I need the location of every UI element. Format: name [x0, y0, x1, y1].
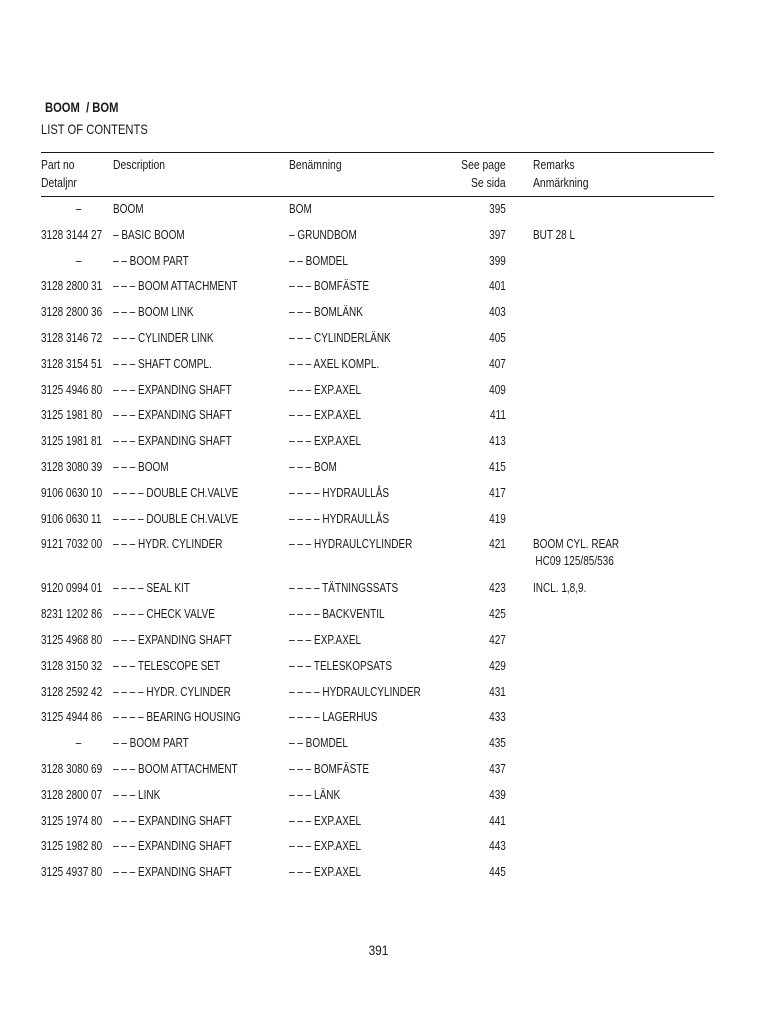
- part-number-cell: 3125 1981 80: [41, 408, 103, 423]
- table-row: [0, 377, 768, 403]
- description-cell: – – – EXPANDING SHAFT: [113, 382, 232, 397]
- benamning-cell: – – BOMDEL: [289, 253, 348, 268]
- part-number-cell: 3125 4968 80: [41, 632, 103, 647]
- see-page-cell: 403: [489, 305, 506, 320]
- column-header-see-page: [461, 156, 506, 192]
- description-cell: – – – BOOM: [113, 459, 169, 474]
- see-page-cell: 423: [489, 581, 506, 596]
- benamning-cell: – – – BOMFÄSTE: [289, 761, 370, 776]
- benamning-cell: – – BOMDEL: [289, 736, 348, 751]
- description-cell: – – BOOM PART: [113, 253, 189, 268]
- column-header-part-no-en: Part no: [41, 157, 75, 172]
- description-cell: – – – EXPANDING SHAFT: [113, 632, 232, 647]
- part-number-cell: 3128 2800 31: [41, 279, 103, 294]
- table-row: [0, 454, 768, 480]
- remarks-cell: [533, 580, 586, 597]
- description-cell: – – – LINK: [113, 787, 161, 802]
- see-page-cell: 437: [489, 761, 506, 776]
- benamning-cell: – – – LÄNK: [289, 787, 341, 802]
- benamning-cell: – – – – HYDRAULLÅS: [289, 485, 390, 500]
- column-header-benamning: [289, 156, 342, 174]
- part-number-cell: 3128 3080 69: [41, 761, 103, 776]
- column-header-part-no-sv: Detaljnr: [41, 175, 77, 190]
- benamning-cell: – – – AXEL KOMPL.: [289, 356, 380, 371]
- table-row: [0, 428, 768, 454]
- part-number-cell: 3128 2800 36: [41, 305, 103, 320]
- column-header-see-page-en: See page: [461, 157, 506, 172]
- part-number-cell: 3125 1981 81: [41, 434, 103, 449]
- part-number-cell: 9121 7032 00: [41, 537, 103, 552]
- table-row: [0, 248, 768, 274]
- remarks-line-2: HC09 125/85/536: [535, 554, 614, 569]
- column-header-remarks: [533, 156, 589, 192]
- benamning-cell: – – – EXP.AXEL: [289, 382, 362, 397]
- description-cell: – – BOOM PART: [113, 736, 189, 751]
- table-row: [0, 531, 768, 575]
- part-number-cell: 3128 3080 39: [41, 459, 103, 474]
- remarks-line-1: BUT 28 L: [533, 227, 576, 242]
- table-row: [0, 704, 768, 730]
- description-cell: BOOM: [113, 202, 144, 216]
- column-header-benamning-sv: Benämning: [289, 157, 342, 172]
- see-page-cell: 433: [489, 710, 506, 725]
- see-page-cell: 427: [489, 632, 506, 647]
- benamning-cell: – – – EXP.AXEL: [289, 434, 362, 449]
- table-row: [0, 325, 768, 351]
- see-page-cell: 395: [489, 202, 506, 216]
- part-number-cell: 3128 3144 27: [41, 227, 103, 242]
- see-page-cell: 431: [489, 684, 506, 699]
- part-number-cell: 3125 4937 80: [41, 865, 103, 880]
- description-cell: – – – BOOM ATTACHMENT: [113, 279, 238, 294]
- description-cell: – – – – DOUBLE CH.VALVE: [113, 485, 239, 500]
- table-row: [0, 402, 768, 428]
- see-page-cell: 419: [489, 511, 506, 526]
- description-cell: – – – – SEAL KIT: [113, 581, 190, 596]
- description-cell: – – – EXPANDING SHAFT: [113, 434, 232, 449]
- description-cell: – – – BOOM LINK: [113, 305, 194, 320]
- description-cell: – – – TELESCOPE SET: [113, 658, 221, 673]
- see-page-cell: 445: [489, 865, 506, 880]
- table-row: [0, 506, 768, 532]
- see-page-cell: 429: [489, 658, 506, 673]
- part-number-cell: –: [75, 253, 82, 268]
- benamning-cell: – – – EXP.AXEL: [289, 865, 362, 880]
- description-cell: – – – – BEARING HOUSING: [113, 710, 241, 725]
- description-cell: – – – – HYDR. CYLINDER: [113, 684, 231, 699]
- page-number: 391: [368, 942, 389, 958]
- benamning-cell: – – – – LAGERHUS: [289, 710, 378, 725]
- part-number-cell: 3128 2800 07: [41, 787, 103, 802]
- see-page-cell: 441: [489, 813, 506, 828]
- see-page-cell: 417: [489, 485, 506, 500]
- benamning-cell: – – – EXP.AXEL: [289, 839, 362, 854]
- table-row: [0, 196, 768, 222]
- part-number-cell: 3128 3154 51: [41, 356, 103, 371]
- part-number-cell: 9106 0630 10: [41, 485, 103, 500]
- table-row: [0, 273, 768, 299]
- table-row: [0, 808, 768, 834]
- part-number-cell: 3125 4944 86: [41, 710, 103, 725]
- remarks-cell: [533, 536, 619, 570]
- column-header-description: [113, 156, 165, 174]
- see-page-cell: 405: [489, 330, 506, 345]
- part-number-cell: 3128 3150 32: [41, 658, 103, 673]
- benamning-cell: – – – BOMFÄSTE: [289, 279, 370, 294]
- benamning-cell: – – – – HYDRAULLÅS: [289, 511, 390, 526]
- table-row: [0, 299, 768, 325]
- contents-table-body: [0, 196, 768, 885]
- benamning-cell: – – – TELESKOPSATS: [289, 658, 393, 673]
- see-page-cell: 407: [489, 356, 506, 371]
- description-cell: – BASIC BOOM: [113, 227, 185, 242]
- benamning-cell: – – – BOMLÄNK: [289, 305, 363, 320]
- table-row: [0, 351, 768, 377]
- part-number-cell: 3128 2592 42: [41, 684, 103, 699]
- see-page-cell: 443: [489, 839, 506, 854]
- see-page-cell: 425: [489, 607, 506, 622]
- remarks-line-1: INCL. 1,8,9.: [533, 581, 587, 596]
- description-cell: – – – BOOM ATTACHMENT: [113, 761, 238, 776]
- table-row: [0, 653, 768, 679]
- description-cell: – – – EXPANDING SHAFT: [113, 865, 232, 880]
- table-row: [0, 782, 768, 808]
- see-page-cell: 439: [489, 787, 506, 802]
- benamning-cell: – – – EXP.AXEL: [289, 632, 362, 647]
- see-page-cell: 413: [489, 434, 506, 449]
- see-page-cell: 411: [490, 408, 506, 423]
- page-subtitle: LIST OF CONTENTS: [41, 121, 148, 137]
- table-row: [0, 730, 768, 756]
- benamning-cell: – – – EXP.AXEL: [289, 408, 362, 423]
- table-row: [0, 756, 768, 782]
- benamning-cell: – – – CYLINDERLÄNK: [289, 330, 391, 345]
- column-header-description-en: Description: [113, 157, 166, 172]
- see-page-cell: 397: [489, 227, 506, 242]
- see-page-cell: 435: [489, 736, 506, 751]
- benamning-cell: – – – – BACKVENTIL: [289, 607, 385, 622]
- see-page-cell: 399: [489, 253, 506, 268]
- remarks-cell: [533, 227, 575, 244]
- description-cell: – – – EXPANDING SHAFT: [113, 839, 232, 854]
- column-header-remarks-sv: Anmärkning: [533, 175, 589, 190]
- benamning-cell: – – – – HYDRAULCYLINDER: [289, 684, 421, 699]
- benamning-cell: – – – EXP.AXEL: [289, 813, 362, 828]
- benamning-cell: – – – BOM: [289, 459, 337, 474]
- part-number-cell: 3125 1974 80: [41, 813, 103, 828]
- description-cell: – – – – CHECK VALVE: [113, 607, 215, 622]
- remarks-line-1: BOOM CYL. REAR: [533, 537, 620, 552]
- benamning-cell: BOM: [289, 202, 312, 216]
- description-cell: – – – – DOUBLE CH.VALVE: [113, 511, 239, 526]
- table-row: [0, 601, 768, 627]
- part-number-cell: 3125 1982 80: [41, 839, 103, 854]
- see-page-cell: 409: [489, 382, 506, 397]
- table-row: [0, 480, 768, 506]
- column-header-remarks-en: Remarks: [533, 157, 575, 172]
- benamning-cell: – – – – TÄTNINGSSATS: [289, 581, 399, 596]
- part-number-cell: –: [75, 202, 82, 216]
- description-cell: – – – CYLINDER LINK: [113, 330, 214, 345]
- description-cell: – – – EXPANDING SHAFT: [113, 408, 232, 423]
- part-number-cell: –: [75, 736, 82, 751]
- part-number-cell: 3125 4946 80: [41, 382, 103, 397]
- table-row: [0, 222, 768, 248]
- part-number-cell: 8231 1202 86: [41, 607, 103, 622]
- part-number-cell: 3128 3146 72: [41, 330, 103, 345]
- table-row: [0, 679, 768, 705]
- table-row: [0, 833, 768, 859]
- description-cell: – – – HYDR. CYLINDER: [113, 537, 223, 552]
- table-row: [0, 575, 768, 601]
- description-cell: – – – SHAFT COMPL.: [113, 356, 212, 371]
- column-header-see-page-sv: Se sida: [471, 175, 506, 190]
- table-row: [0, 859, 768, 885]
- table-top-rule: [41, 152, 714, 153]
- table-row: [0, 627, 768, 653]
- part-number-cell: 9106 0630 11: [41, 511, 102, 526]
- benamning-cell: – – – HYDRAULCYLINDER: [289, 537, 413, 552]
- see-page-cell: 421: [489, 537, 506, 552]
- description-cell: – – – EXPANDING SHAFT: [113, 813, 232, 828]
- see-page-cell: 415: [489, 459, 506, 474]
- benamning-cell: – GRUNDBOM: [289, 227, 357, 242]
- page-title: BOOM / BOM: [45, 99, 119, 115]
- see-page-cell: 401: [489, 279, 506, 294]
- column-header-part-no: [41, 156, 77, 192]
- part-number-cell: 9120 0994 01: [41, 581, 103, 596]
